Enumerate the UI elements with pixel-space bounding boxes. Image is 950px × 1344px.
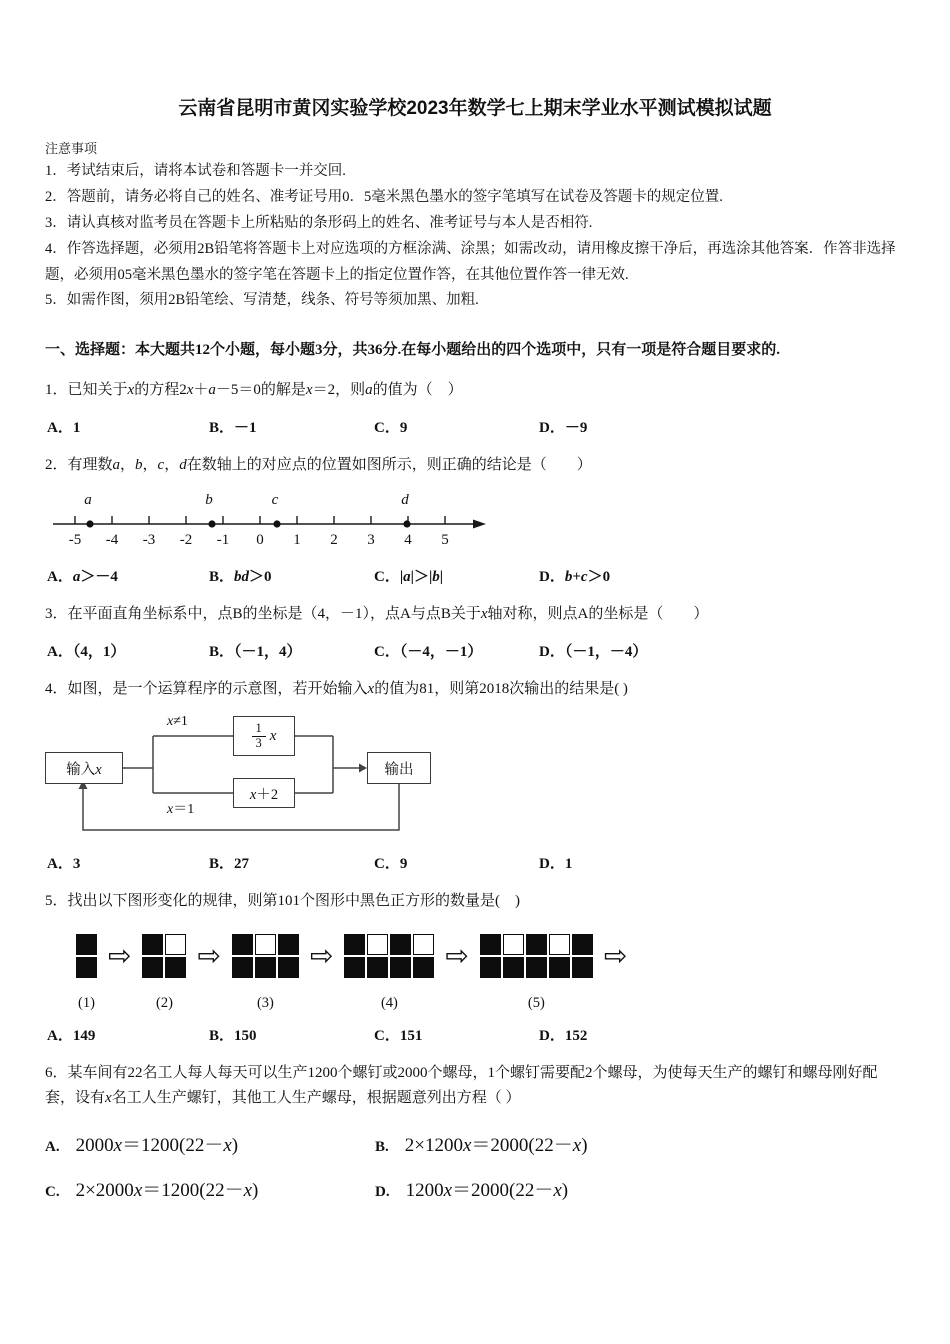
pattern-group bbox=[343, 933, 435, 1012]
notice-header: 注意事项 bbox=[45, 140, 98, 156]
question-5-options bbox=[47, 1024, 905, 1045]
white-square bbox=[413, 934, 434, 955]
tick-labels bbox=[69, 532, 449, 548]
question-6-stem: 6．某车间有22名工人每人每天可以生产1200个螺钉或2000个螺母，1个螺钉需要配2个螺母，为使每天生产的螺钉和螺母刚好配套，设有x名工人生产螺钉，其他工人生产螺母，根据题意列出方程（ ） bbox=[45, 1064, 878, 1107]
black-square bbox=[390, 957, 411, 978]
option-b: B．（－1，4） bbox=[209, 643, 302, 660]
fraction-one-third: $\frac{1}{3}$ bbox=[252, 722, 266, 751]
question-6-options-row-2 bbox=[45, 1175, 905, 1202]
option-c: C. 2×2000x＝1200(22－x) bbox=[45, 1179, 259, 1201]
black-square bbox=[232, 934, 253, 955]
flow-condition-bottom: x＝1 bbox=[167, 802, 195, 818]
flow-output-box: 输出 bbox=[367, 752, 431, 784]
pattern-arrow-icon: ⇨ bbox=[197, 938, 221, 972]
flow-condition-top: x≠1 bbox=[167, 714, 188, 730]
white-square bbox=[255, 934, 276, 955]
svg-text:d: d bbox=[401, 492, 409, 509]
question-2 bbox=[45, 453, 905, 587]
flow-add-two-box: x＋2 bbox=[233, 778, 295, 808]
option-c: C．（－4，－1） bbox=[374, 643, 483, 660]
white-square bbox=[165, 934, 186, 955]
option-d: D. 1200x＝2000(22－x) bbox=[375, 1179, 569, 1201]
option-c: C．9 bbox=[374, 856, 408, 873]
black-square bbox=[76, 934, 97, 955]
option-b: B．27 bbox=[209, 856, 250, 873]
pattern-row bbox=[75, 933, 98, 956]
black-square bbox=[413, 957, 434, 978]
option-b: B．bd＞0 bbox=[209, 569, 272, 586]
black-square bbox=[278, 934, 299, 955]
black-square bbox=[278, 957, 299, 978]
question-5-stem: 5．找出以下图形变化的规律，则第101个图形中黑色正方形的数量是( ) bbox=[45, 893, 520, 910]
svg-text:3: 3 bbox=[367, 532, 375, 549]
flow-input-box: 输入x bbox=[45, 752, 123, 784]
option-a: A．a＞－4 bbox=[47, 569, 118, 586]
black-square bbox=[526, 934, 547, 955]
option-d: D．－9 bbox=[539, 419, 588, 436]
question-1 bbox=[45, 378, 905, 437]
black-square bbox=[344, 934, 365, 955]
pattern-row bbox=[231, 933, 300, 956]
number-line bbox=[45, 486, 487, 548]
option-d: D．1 bbox=[539, 856, 573, 873]
pattern-row bbox=[343, 956, 435, 979]
pattern-row bbox=[479, 933, 594, 956]
black-square bbox=[390, 934, 411, 955]
notice-item-1: 1．考试结束后，请将本试卷和答题卡一并交回. bbox=[45, 163, 346, 180]
svg-text:-3: -3 bbox=[142, 532, 156, 549]
white-square bbox=[503, 934, 524, 955]
option-a: A. 2000x＝1200(22－x) bbox=[45, 1134, 239, 1156]
question-2-stem: 2．有理数a，b，c，d在数轴上的对应点的位置如图所示，则正确的结论是（ ） bbox=[45, 456, 592, 473]
option-a: A．3 bbox=[47, 856, 81, 873]
number-line-figure bbox=[45, 486, 905, 553]
question-4-stem: 4．如图，是一个运算程序的示意图，若开始输入x的值为81，则第2018次输出的结果是( ) bbox=[45, 680, 628, 697]
option-b: B．150 bbox=[209, 1027, 257, 1044]
notice-item-3: 3．请认真核对监考员在答题卡上所粘贴的条形码上的姓名、准考证号与本人是否相符. bbox=[45, 214, 593, 231]
pattern-row bbox=[231, 956, 300, 979]
pattern-group-label: (5) bbox=[527, 994, 545, 1011]
svg-text:b: b bbox=[205, 492, 213, 509]
svg-text:-2: -2 bbox=[179, 532, 193, 549]
axis-arrow-icon bbox=[473, 520, 486, 529]
white-square bbox=[367, 934, 388, 955]
pattern-arrow-icon: ⇨ bbox=[108, 938, 132, 972]
black-square bbox=[344, 957, 365, 978]
question-6 bbox=[45, 1061, 905, 1202]
pattern-group-label: (4) bbox=[380, 994, 398, 1011]
pattern-row bbox=[479, 956, 594, 979]
svg-text:-1: -1 bbox=[216, 532, 230, 549]
option-d: D．b+c＞0 bbox=[539, 569, 611, 586]
question-1-options bbox=[47, 416, 905, 437]
pattern-group bbox=[479, 933, 594, 1012]
notice-item-5: 5．如需作图，须用2B铅笔绘、写清楚，线条、符号等须加黑、加粗. bbox=[45, 292, 479, 309]
pattern-row bbox=[141, 956, 187, 979]
point-labels bbox=[84, 492, 409, 508]
question-4 bbox=[45, 677, 905, 874]
question-6-options-row-1 bbox=[45, 1130, 905, 1157]
svg-text:2: 2 bbox=[330, 532, 338, 549]
black-square bbox=[480, 934, 501, 955]
black-square bbox=[142, 957, 163, 978]
svg-text:-4: -4 bbox=[105, 532, 119, 549]
black-square bbox=[142, 934, 163, 955]
black-square bbox=[572, 957, 593, 978]
flowchart-figure bbox=[45, 712, 445, 840]
option-b: B. 2×1200x＝2000(22－x) bbox=[375, 1134, 588, 1156]
black-square bbox=[480, 957, 501, 978]
pattern-group bbox=[231, 933, 300, 1012]
pattern-row bbox=[75, 956, 98, 979]
black-square bbox=[255, 957, 276, 978]
question-2-options bbox=[47, 565, 905, 586]
question-5 bbox=[45, 889, 905, 1045]
svg-text:c: c bbox=[271, 492, 279, 509]
black-square bbox=[165, 957, 186, 978]
option-c: C．|a|＞|b| bbox=[374, 569, 444, 586]
option-a: A．149 bbox=[47, 1027, 96, 1044]
pattern-group-label: (1) bbox=[78, 994, 95, 1011]
black-square bbox=[503, 957, 524, 978]
question-3-stem: 3．在平面直角坐标系中，点B的坐标是（4，－1），点A与点B关于x轴对称，则点A的坐标是（ ） bbox=[45, 606, 709, 623]
svg-text:5: 5 bbox=[441, 532, 449, 549]
option-d: D．（－1，－4） bbox=[539, 643, 648, 660]
pattern-group-label: (3) bbox=[256, 994, 274, 1011]
number-line-axis bbox=[53, 516, 475, 524]
pattern-group-label: (2) bbox=[156, 994, 173, 1011]
svg-text:a: a bbox=[84, 492, 92, 509]
black-square bbox=[232, 957, 253, 978]
pattern-arrow-icon: ⇨ bbox=[603, 938, 628, 972]
pattern-row bbox=[343, 933, 435, 956]
black-square bbox=[367, 957, 388, 978]
white-square bbox=[549, 934, 570, 955]
notice-section bbox=[45, 139, 905, 315]
notice-item-2: 2．答题前，请务必将自己的姓名、准考证号用0．5毫米黑色墨水的签字笔填写在试卷及答题卡的规定位置. bbox=[45, 189, 723, 206]
question-3 bbox=[45, 602, 905, 661]
arrow-into-output-icon bbox=[359, 764, 367, 773]
option-c: C．9 bbox=[374, 419, 408, 436]
pattern-figure bbox=[75, 933, 905, 1012]
black-square bbox=[526, 957, 547, 978]
pattern-arrow-icon: ⇨ bbox=[445, 938, 469, 972]
svg-text:4: 4 bbox=[404, 532, 412, 549]
option-a: A．（4，1） bbox=[47, 643, 126, 660]
pattern-group bbox=[75, 933, 98, 1012]
option-b: B．－1 bbox=[209, 419, 257, 436]
option-c: C．151 bbox=[374, 1027, 423, 1044]
black-square bbox=[549, 957, 570, 978]
svg-text:0: 0 bbox=[256, 532, 264, 549]
page-title: 云南省昆明市黄冈实验学校2023年数学七上期末学业水平测试模拟试题 bbox=[178, 98, 772, 119]
svg-text:1: 1 bbox=[293, 532, 301, 549]
option-a: A．1 bbox=[47, 419, 81, 436]
question-1-stem: 1．已知关于x的方程2x＋a－5＝0的解是x＝2，则a的值为（ ） bbox=[45, 382, 463, 399]
pattern-row bbox=[141, 933, 187, 956]
question-4-options bbox=[47, 852, 905, 873]
question-3-options bbox=[47, 640, 905, 661]
section-heading: 一、选择题：本大题共12个小题，每小题3分，共36分.在每小题给出的四个选项中，只有一项是符合题目要求的. bbox=[45, 342, 781, 359]
option-d: D．152 bbox=[539, 1027, 588, 1044]
flow-one-third-box: $\frac{1}{3}$ x bbox=[233, 716, 295, 756]
svg-text:-5: -5 bbox=[68, 532, 82, 549]
pattern-arrow-icon: ⇨ bbox=[309, 938, 334, 972]
pattern-group bbox=[141, 933, 187, 1012]
black-square bbox=[572, 934, 593, 955]
black-square bbox=[76, 957, 97, 978]
notice-item-4: 4．作答选择题，必须用2B铅笔将答题卡上对应选项的方框涂满、涂黑；如需改动，请用橡皮擦干净后，再选涂其他答案．作答非选择题，必须用05毫米黑色墨水的签字笔在答题卡上的指定位置作答，在其他位置作答一律无效. bbox=[45, 240, 896, 283]
